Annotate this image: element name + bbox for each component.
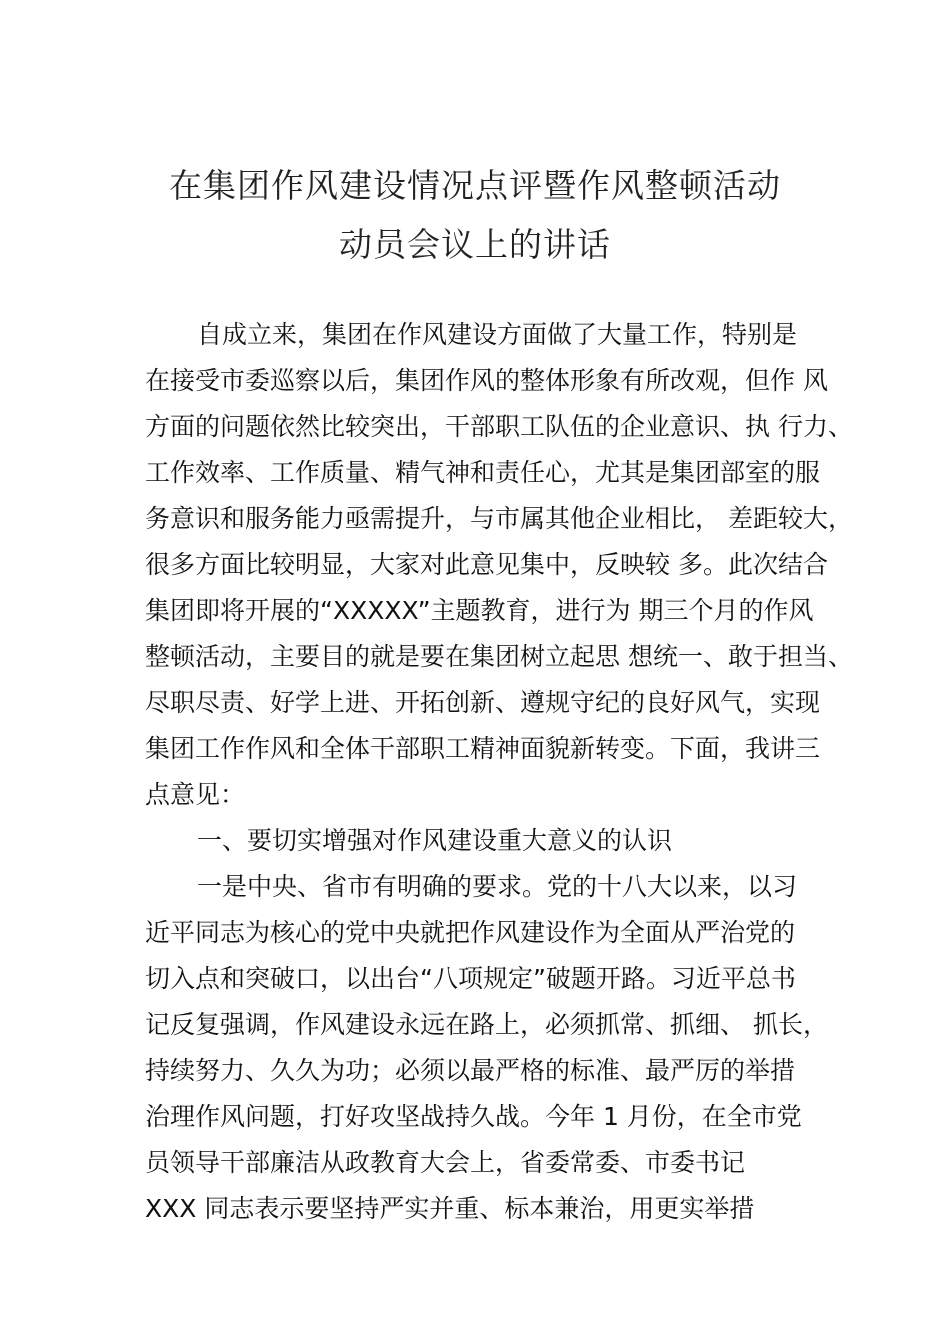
body-text-line: 一、要切实增强对作风建设重大意义的认识 bbox=[197, 826, 673, 855]
title-line-2: 动员会议上的讲话 bbox=[339, 225, 611, 264]
body-text-line: 在接受市委巡察以后，集团作风的整体形象有所改观，但作 风 bbox=[145, 366, 828, 395]
body-text-line: 尽职尽责、好学上进、开拓创新、遵规守纪的良好风气，实现 bbox=[145, 688, 821, 717]
body-text-line: 集团即将开展的“XXXXX”主题教育，进行为 期三个月的作风 bbox=[145, 596, 814, 625]
body-text-line: 员领导干部廉洁从政教育大会上，省委常委、市委书记 bbox=[145, 1148, 746, 1177]
body-text-line: 集团工作作风和全体干部职工精神面貌新转变。下面，我讲三 bbox=[145, 734, 821, 763]
body-text-line: 点意见： bbox=[145, 780, 246, 809]
body-text-line: 持续努力、久久为功；必须以最严格的标准、最严厉的举措 bbox=[145, 1056, 796, 1085]
body-text-line: 工作效率、工作质量、精气神和责任心，尤其是集团部室的服 bbox=[145, 458, 821, 487]
body-text-line: 很多方面比较明显，大家对此意见集中，反映较 多。此次结合 bbox=[145, 550, 828, 579]
body-text-line: 整顿活动，主要目的就是要在集团树立起思 想统一、敢于担当、 bbox=[145, 642, 853, 671]
document-body bbox=[145, 318, 853, 1238]
body-text-line: 治理作风问题，打好攻坚战持久战。今年 1 月份，在全市党 bbox=[145, 1102, 802, 1131]
body-text-line: 方面的问题依然比较突出，干部职工队伍的企业意识、执 行力、 bbox=[145, 412, 853, 441]
body-text-line: 自成立来，集团在作风建设方面做了大量工作，特别是 bbox=[197, 320, 798, 349]
body-text-line: 切入点和突破口，以出台“八项规定”破题开路。习近平总书 bbox=[145, 964, 796, 993]
body-text-line: 近平同志为核心的党中央就把作风建设作为全面从严治党的 bbox=[145, 918, 796, 947]
body-text-line: XXX 同志表示要坚持严实并重、标本兼治，用更实举措 bbox=[145, 1194, 755, 1223]
title-line-1: 在集团作风建设情况点评暨作风整顿活动 bbox=[169, 166, 781, 205]
body-text-line: 一是中央、省市有明确的要求。党的十八大以来，以习 bbox=[197, 872, 798, 901]
body-text-line: 务意识和服务能力亟需提升，与市属其他企业相比， 差距较大， bbox=[145, 504, 853, 533]
body-text-line: 记反复强调，作风建设永远在路上，必须抓常、抓细、 抓长， bbox=[145, 1010, 828, 1039]
